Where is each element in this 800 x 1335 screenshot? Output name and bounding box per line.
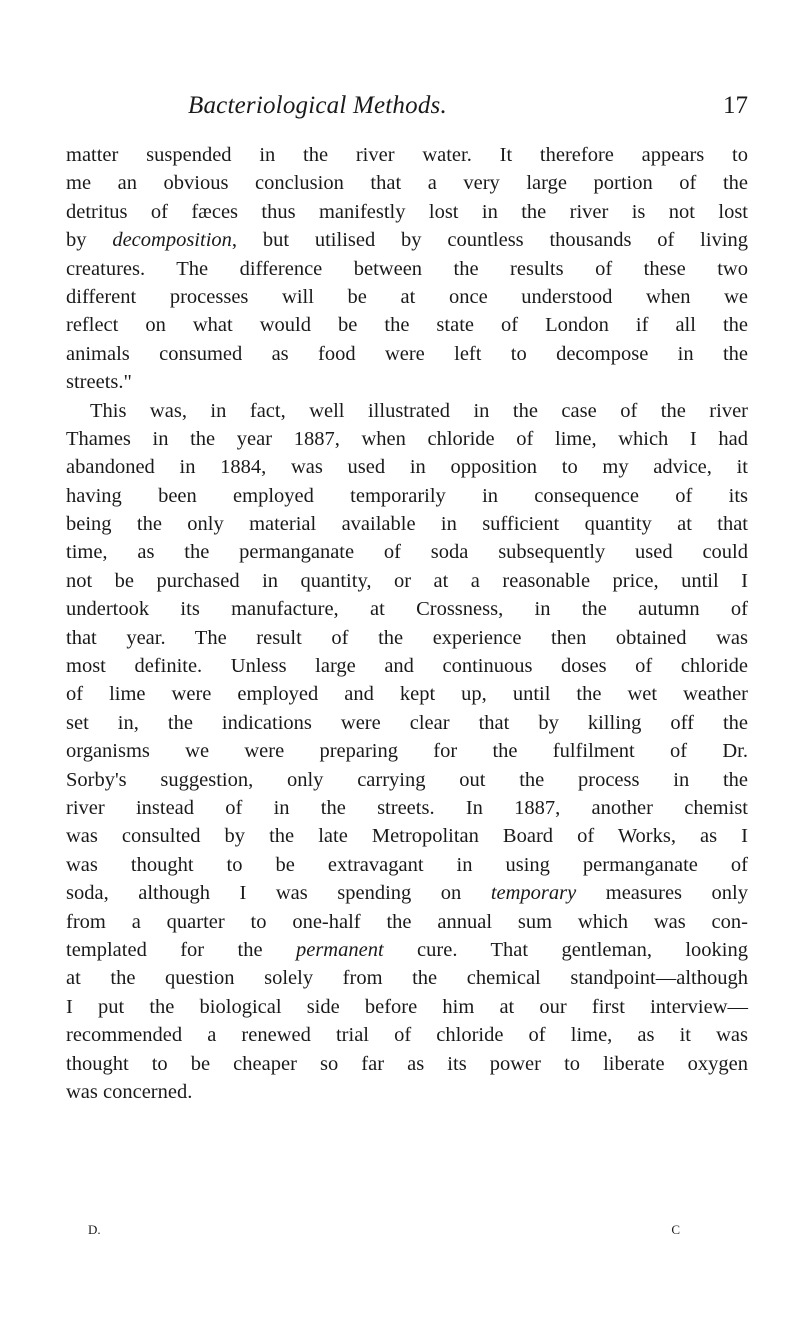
text-segment: time, as the permanganate of soda subsequently used could: [66, 541, 748, 564]
text-segment: of lime were employed and kept up, until the wet weather: [66, 683, 748, 706]
text-segment: measures only: [576, 882, 748, 905]
text-line: [66, 680, 748, 708]
text-segment: thought to be cheaper so far as its power to liberate oxygen: [66, 1052, 748, 1075]
text-line: [66, 510, 748, 538]
text-segment: was concerned.: [66, 1080, 193, 1103]
text-segment: organisms we were preparing for the fulfilment of Dr.: [66, 740, 748, 763]
italic-text: decomposition: [112, 229, 232, 252]
text-segment: by: [66, 229, 113, 252]
text-segment: abandoned in 1884, was used in opposition to my advice, it: [66, 456, 748, 479]
text-segment: being the only material available in sufficient quantity at that: [66, 513, 748, 536]
text-line: [66, 851, 748, 879]
text-line: [66, 822, 748, 850]
text-segment: at the question solely from the chemical standpoint—although: [66, 967, 748, 990]
text-line: [66, 908, 748, 936]
text-segment: having been employed temporarily in consequence of its: [66, 484, 748, 507]
text-segment: river instead of in the streets. In 1887, another chemist: [66, 796, 748, 819]
text-segment: from a quarter to one-half the annual sum which was con-: [66, 910, 748, 933]
text-segment: streets.": [66, 371, 132, 394]
text-line: [66, 226, 748, 254]
text-line: [66, 198, 748, 226]
text-line: [66, 567, 748, 595]
text-line: [66, 538, 748, 566]
text-line: [66, 993, 748, 1021]
text-line: [66, 425, 748, 453]
text-segment: cure. That gentleman, looking: [383, 938, 748, 961]
text-line: [66, 169, 748, 197]
page-header: [66, 92, 748, 132]
text-line: [66, 283, 748, 311]
italic-text: temporary: [490, 882, 577, 905]
text-line: [66, 879, 748, 907]
text-line: [66, 964, 748, 992]
text-segment: most definite. Unless large and continuous doses of chloride: [66, 655, 748, 678]
text-line: [66, 624, 748, 652]
text-line: [66, 453, 748, 481]
text-segment: This was, in fact, well illustrated in the case of the river: [90, 399, 748, 422]
text-segment: Sorby's suggestion, only carrying out the process in the: [66, 768, 748, 791]
text-line: [66, 340, 748, 368]
text-line: [66, 141, 748, 169]
text-segment: animals consumed as food were left to decompose in the: [66, 342, 748, 365]
text-line: [66, 482, 748, 510]
page-number: 17: [723, 92, 748, 119]
text-line: [66, 368, 748, 396]
text-line: [66, 652, 748, 680]
text-line: [66, 794, 748, 822]
text-line: [66, 737, 748, 765]
running-title: Bacteriological Methods.: [188, 92, 447, 119]
text-segment: reflect on what would be the state of London if all the: [66, 314, 748, 337]
text-segment: I put the biological side before him at our first interview—: [66, 995, 748, 1018]
text-segment: that year. The result of the experience then obtained was: [66, 626, 748, 649]
text-line: [66, 936, 748, 964]
signature-mark-right: C: [671, 1222, 680, 1237]
text-line: [66, 1078, 748, 1106]
text-line: [66, 766, 748, 794]
text-segment: creatures. The difference between the results of these two: [66, 257, 748, 280]
text-segment: , but utilised by countless thousands of living: [231, 229, 749, 252]
signature-mark-left: D.: [88, 1222, 101, 1237]
text-line: [66, 397, 748, 425]
text-segment: set in, the indications were clear that by killing off the: [66, 711, 748, 734]
italic-text: permanent: [295, 938, 384, 961]
text-segment: me an obvious conclusion that a very large portion of the: [66, 172, 748, 195]
text-segment: templated for the: [66, 938, 296, 961]
text-segment: not be purchased in quantity, or at a reasonable price, until I: [66, 569, 748, 592]
text-segment: detritus of fæces thus manifestly lost in the river is not lost: [66, 200, 748, 223]
body-text: [66, 141, 748, 1106]
text-line: [66, 255, 748, 283]
text-line: [66, 595, 748, 623]
text-line: [66, 1021, 748, 1049]
text-segment: undertook its manufacture, at Crossness, in the autumn of: [66, 598, 748, 621]
text-line: [66, 709, 748, 737]
text-segment: recommended a renewed trial of chloride of lime, as it was: [66, 1024, 748, 1047]
text-segment: was consulted by the late Metropolitan Board of Works, as I: [66, 825, 748, 848]
text-segment: matter suspended in the river water. It therefore appears to: [66, 144, 748, 166]
text-segment: soda, although I was spending on: [66, 882, 491, 905]
text-segment: different processes will be at once understood when we: [66, 285, 748, 308]
text-segment: Thames in the year 1887, when chloride of lime, which I had: [66, 427, 748, 450]
text-segment: was thought to be extravagant in using permanganate of: [66, 853, 748, 876]
text-line: [66, 1050, 748, 1078]
text-line: [66, 311, 748, 339]
